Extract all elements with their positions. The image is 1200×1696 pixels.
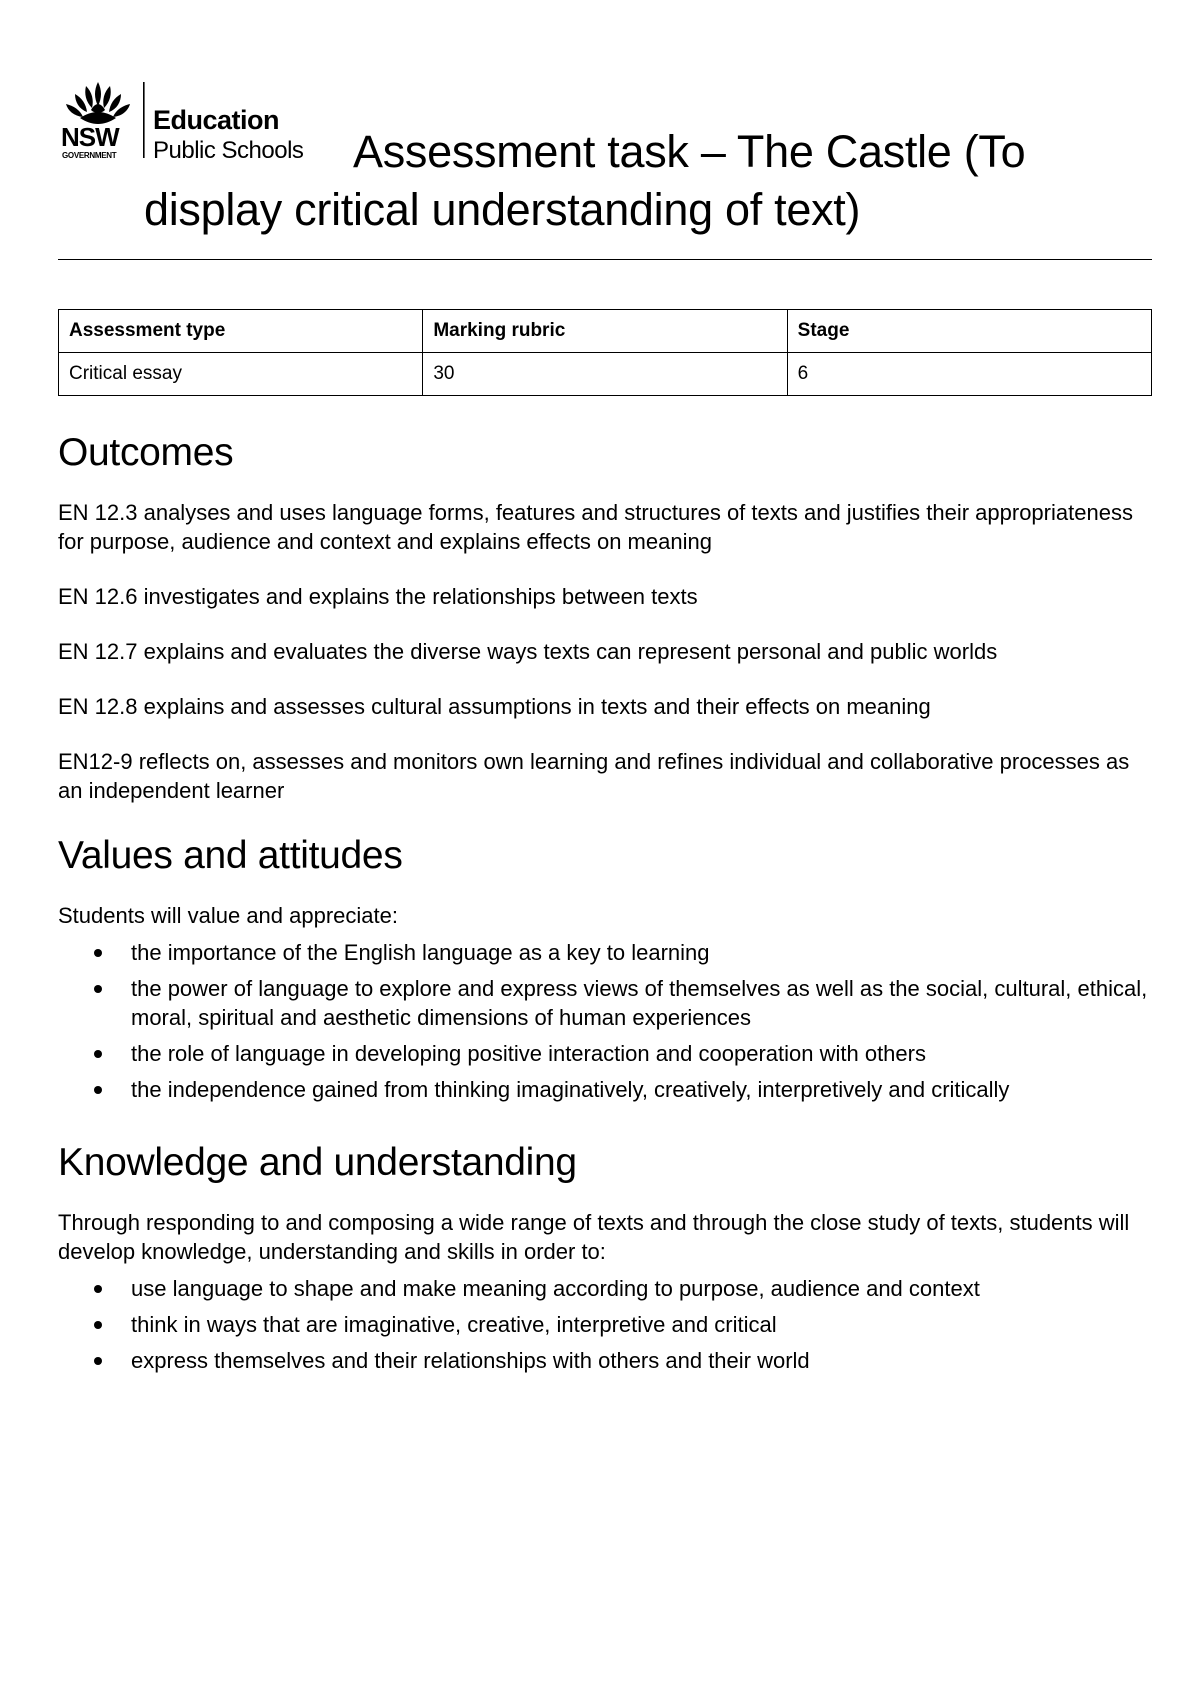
document-page [58, 0, 1152, 1373]
document-header [58, 0, 1152, 262]
cell-stage: 6 [787, 353, 1151, 396]
outcome-item: EN 12.7 explains and evaluates the diverse ways texts can represent personal and public worlds [58, 639, 998, 664]
header-divider [58, 259, 1152, 260]
outcomes-section [58, 428, 1152, 805]
knowledge-list [58, 1274, 1152, 1375]
cell-assessment-type: Critical essay [59, 353, 423, 396]
knowledge-heading: Knowledge and understanding [58, 1141, 577, 1184]
column-header-marking-rubric: Marking rubric [423, 310, 787, 353]
values-list [58, 938, 1152, 1104]
list-item: the role of language in developing positive interaction and cooperation with others [58, 1039, 1152, 1068]
list-item: the power of language to explore and express views of themselves as well as the social, cultural, ethical, moral, spiritual and aesthetic dimensions of human experiences [58, 974, 1152, 1032]
values-heading: Values and attitudes [58, 834, 403, 877]
outcome-item: EN12-9 reflects on, assesses and monitors own learning and refines individual and collaborative processes as an independent learner [58, 749, 1130, 803]
column-header-stage: Stage [787, 310, 1151, 353]
cell-marking-rubric: 30 [423, 353, 787, 396]
logo-line-public-schools: Public Schools [153, 137, 304, 164]
document-body [58, 428, 1152, 1409]
logo-line-education: Education [153, 105, 280, 135]
values-intro: Students will value and appreciate: [58, 903, 398, 928]
table-header-row [59, 310, 1152, 353]
logo-mark-subtext: GOVERNMENT [62, 151, 117, 160]
list-item: the independence gained from thinking imaginatively, creatively, interpretively and critically [58, 1075, 1152, 1104]
logo-mark-text: NSW [61, 122, 119, 152]
outcome-item: EN 12.8 explains and assesses cultural assumptions in texts and their effects on meaning [58, 694, 931, 719]
outcomes-heading: Outcomes [58, 431, 234, 474]
knowledge-section [58, 1138, 1152, 1375]
table-row [59, 353, 1152, 396]
list-item: think in ways that are imaginative, creative, interpretive and critical [58, 1310, 1152, 1339]
outcome-item: EN 12.3 analyses and uses language forms, features and structures of texts and justifies their appropriateness for purpose, audience and context and explains effects on meaning [58, 500, 1133, 554]
list-item: the importance of the English language as a key to learning [58, 938, 1152, 967]
list-item: express themselves and their relationships with others and their world [58, 1346, 1152, 1375]
values-section [58, 831, 1152, 1104]
assessment-info-table [58, 309, 1152, 396]
column-header-assessment-type: Assessment type [59, 310, 423, 353]
list-item: use language to shape and make meaning according to purpose, audience and context [58, 1274, 1152, 1303]
page-title: Assessment task – The Castle (To display critical understanding of text) [144, 126, 1026, 235]
knowledge-intro: Through responding to and composing a wide range of texts and through the close study of texts, students will develop knowledge, understanding and skills in order to: [58, 1210, 1130, 1264]
outcome-item: EN 12.6 investigates and explains the relationships between texts [58, 584, 698, 609]
